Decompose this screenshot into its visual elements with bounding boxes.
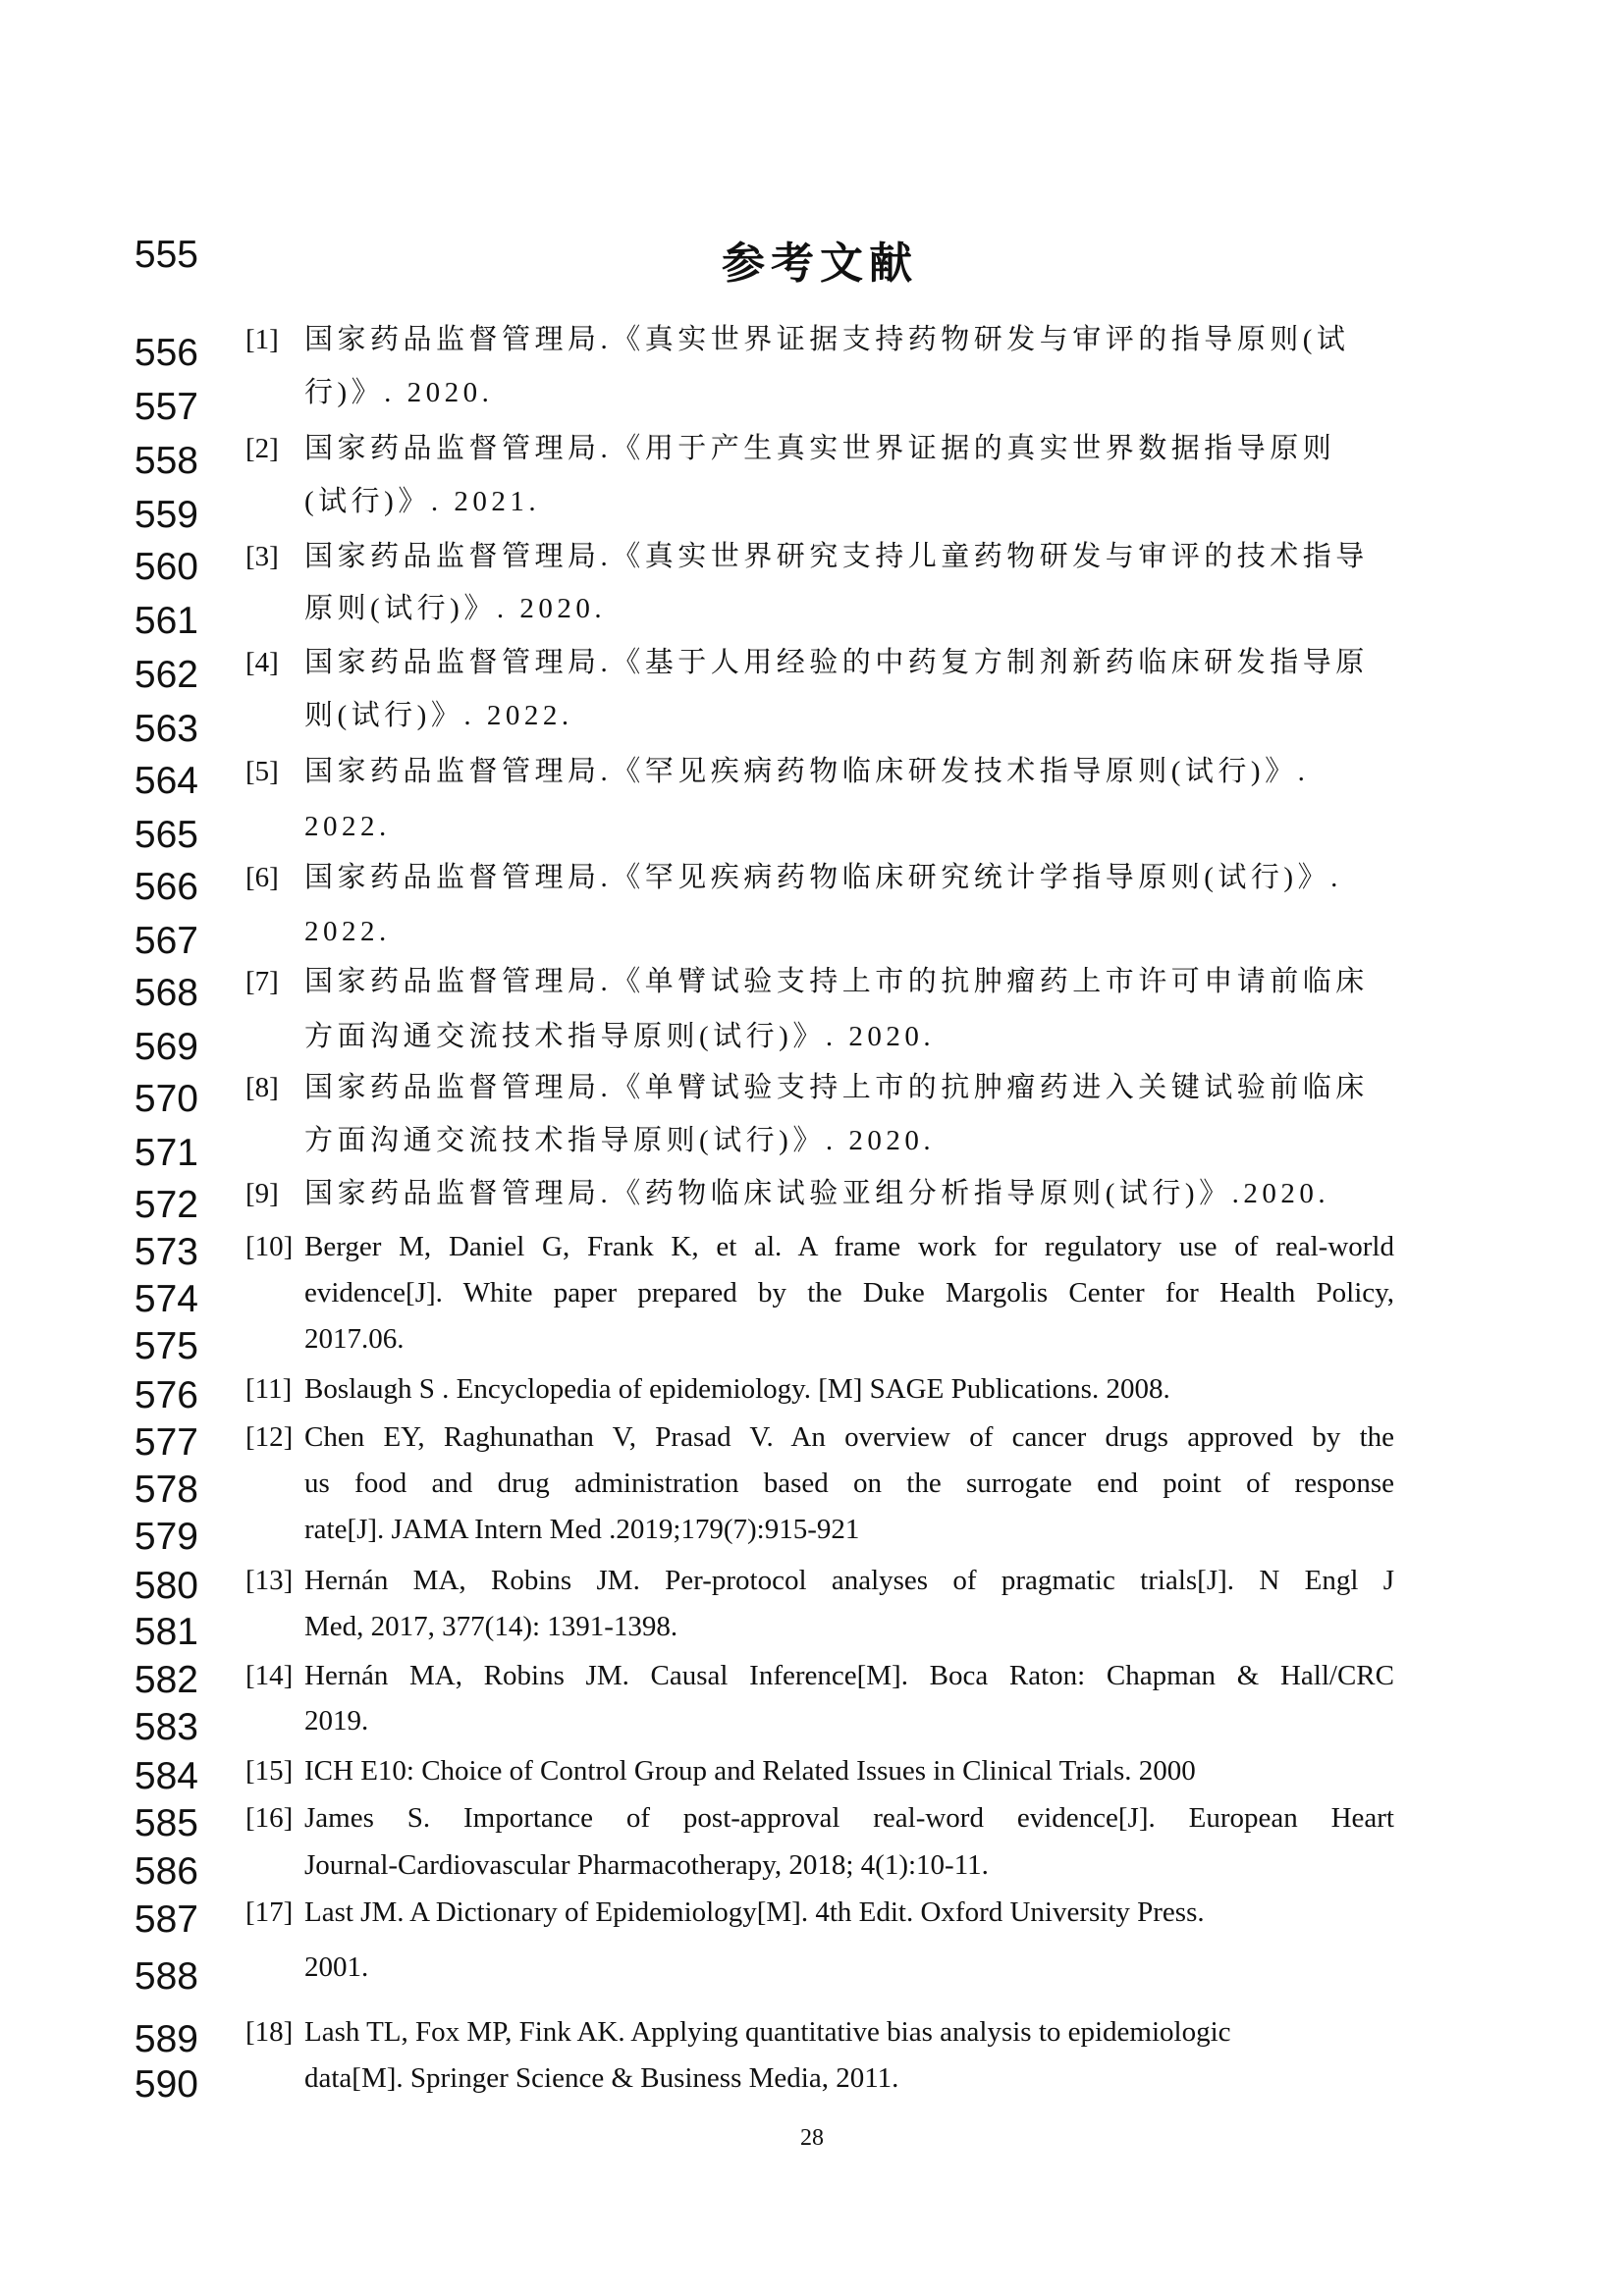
reference-line: Last JM. A Dictionary of Epidemiology[M]. 4th Edit. Oxford University Press. [304, 1896, 1205, 1928]
reference-tag: [5] [245, 756, 279, 787]
line-number: 576 [134, 1374, 198, 1416]
line-number: 555 [134, 234, 198, 276]
reference-line: 国家药品监督管理局.《基于人用经验的中药复方制剂新药临床研发指导原 [304, 647, 1369, 678]
line-number: 559 [134, 494, 198, 536]
reference-tag: [6] [245, 862, 279, 893]
line-number: 574 [134, 1278, 198, 1320]
reference-line: evidence[J]. White paper prepared by the Duke Margolis Center for Health Policy, [304, 1277, 1394, 1308]
line-number: 590 [134, 2063, 198, 2106]
reference-line: 国家药品监督管理局.《罕见疾病药物临床研发技术指导原则(试行)》. [304, 756, 1310, 787]
reference-tag: [17] [245, 1896, 294, 1928]
line-number: 575 [134, 1325, 198, 1367]
line-number: 582 [134, 1659, 198, 1701]
reference-line: 行)》. 2020. [304, 377, 494, 408]
line-number: 583 [134, 1706, 198, 1748]
reference-line: 国家药品监督管理局.《药物临床试验亚组分析指导原则(试行)》.2020. [304, 1178, 1330, 1209]
reference-tag: [12] [245, 1421, 294, 1453]
line-number: 577 [134, 1421, 198, 1464]
line-number: 569 [134, 1026, 198, 1068]
line-number: 586 [134, 1850, 198, 1893]
reference-tag: [9] [245, 1178, 279, 1209]
line-number: 557 [134, 386, 198, 428]
reference-line: 则(试行)》. 2022. [304, 700, 573, 731]
reference-line: Hernán MA, Robins JM. Causal Inference[M]. Boca Raton: Chapman & Hall/CRC [304, 1660, 1394, 1691]
reference-line: 方面沟通交流技术指导原则(试行)》. 2020. [304, 1125, 936, 1156]
reference-tag: [14] [245, 1660, 294, 1691]
line-number: 570 [134, 1078, 198, 1120]
reference-line: Berger M, Daniel G, Frank K, et al. A frame work for regulatory use of real-world [304, 1231, 1394, 1262]
reference-line: 国家药品监督管理局.《单臂试验支持上市的抗肿瘤药进入关键试验前临床 [304, 1072, 1369, 1103]
reference-line: data[M]. Springer Science & Business Media, 2011. [304, 2062, 899, 2094]
line-number: 578 [134, 1468, 198, 1511]
reference-line: 国家药品监督管理局.《单臂试验支持上市的抗肿瘤药上市许可申请前临床 [304, 966, 1369, 997]
line-number: 581 [134, 1611, 198, 1653]
line-number: 571 [134, 1132, 198, 1174]
reference-tag: [11] [245, 1373, 293, 1405]
line-number: 560 [134, 546, 198, 588]
reference-line: 国家药品监督管理局.《真实世界证据支持药物研发与审评的指导原则(试 [304, 324, 1350, 355]
reference-line: 2019. [304, 1705, 369, 1736]
line-number: 579 [134, 1516, 198, 1558]
line-number: 589 [134, 2018, 198, 2060]
line-number: 580 [134, 1565, 198, 1607]
line-number: 584 [134, 1755, 198, 1797]
reference-line: 2001. [304, 1951, 369, 1983]
reference-tag: [2] [245, 433, 279, 464]
reference-line: 2022. [304, 811, 391, 842]
reference-line: Journal-Cardiovascular Pharmacotherapy, 2018; 4(1):10-11. [304, 1849, 989, 1881]
line-number: 573 [134, 1231, 198, 1273]
reference-line: Med, 2017, 377(14): 1391-1398. [304, 1611, 678, 1642]
line-number: 562 [134, 654, 198, 696]
reference-tag: [1] [245, 324, 279, 355]
reference-tag: [15] [245, 1755, 294, 1787]
reference-line: us food and drug administration based on the surrogate end point of response [304, 1468, 1394, 1499]
reference-tag: [16] [245, 1802, 294, 1834]
reference-line: 2022. [304, 916, 391, 947]
reference-line: 2017.06. [304, 1323, 405, 1355]
line-number: 561 [134, 600, 198, 642]
reference-tag: [4] [245, 647, 279, 678]
reference-line: James S. Importance of post-approval real-word evidence[J]. European Heart [304, 1802, 1394, 1834]
line-number: 587 [134, 1898, 198, 1941]
reference-line: (试行)》. 2021. [304, 486, 541, 517]
reference-line: 国家药品监督管理局.《用于产生真实世界证据的真实世界数据指导原则 [304, 433, 1336, 464]
page-title: 参考文献 [722, 240, 918, 288]
line-number: 568 [134, 972, 198, 1014]
line-number: 585 [134, 1802, 198, 1844]
line-number: 563 [134, 708, 198, 750]
reference-line: ICH E10: Choice of Control Group and Related Issues in Clinical Trials. 2000 [304, 1755, 1196, 1787]
line-number: 572 [134, 1184, 198, 1226]
reference-line: Chen EY, Raghunathan V, Prasad V. An overview of cancer drugs approved by the [304, 1421, 1394, 1453]
reference-tag: [3] [245, 541, 279, 572]
line-number: 564 [134, 760, 198, 802]
reference-tag: [7] [245, 966, 279, 997]
reference-line: Boslaugh S . Encyclopedia of epidemiology. [M] SAGE Publications. 2008. [304, 1373, 1170, 1405]
reference-line: rate[J]. JAMA Intern Med .2019;179(7):915-921 [304, 1514, 860, 1545]
line-number: 588 [134, 1955, 198, 1998]
reference-tag: [13] [245, 1565, 294, 1596]
reference-line: 国家药品监督管理局.《罕见疾病药物临床研究统计学指导原则(试行)》. [304, 862, 1342, 893]
line-number: 556 [134, 332, 198, 374]
reference-line: 原则(试行)》. 2020. [304, 593, 607, 624]
reference-tag: [8] [245, 1072, 279, 1103]
line-number: 567 [134, 920, 198, 962]
line-number: 558 [134, 440, 198, 482]
reference-line: 方面沟通交流技术指导原则(试行)》. 2020. [304, 1021, 936, 1052]
reference-tag: [18] [245, 2016, 294, 2048]
reference-line: Lash TL, Fox MP, Fink AK. Applying quantitative bias analysis to epidemiologic [304, 2016, 1231, 2048]
reference-line: 国家药品监督管理局.《真实世界研究支持儿童药物研发与审评的技术指导 [304, 541, 1369, 572]
page-number: 28 [800, 2125, 824, 2151]
reference-line: Hernán MA, Robins JM. Per-protocol analyses of pragmatic trials[J]. N Engl J [304, 1565, 1394, 1596]
reference-tag: [10] [245, 1231, 294, 1262]
line-number: 565 [134, 814, 198, 856]
line-number: 566 [134, 866, 198, 908]
